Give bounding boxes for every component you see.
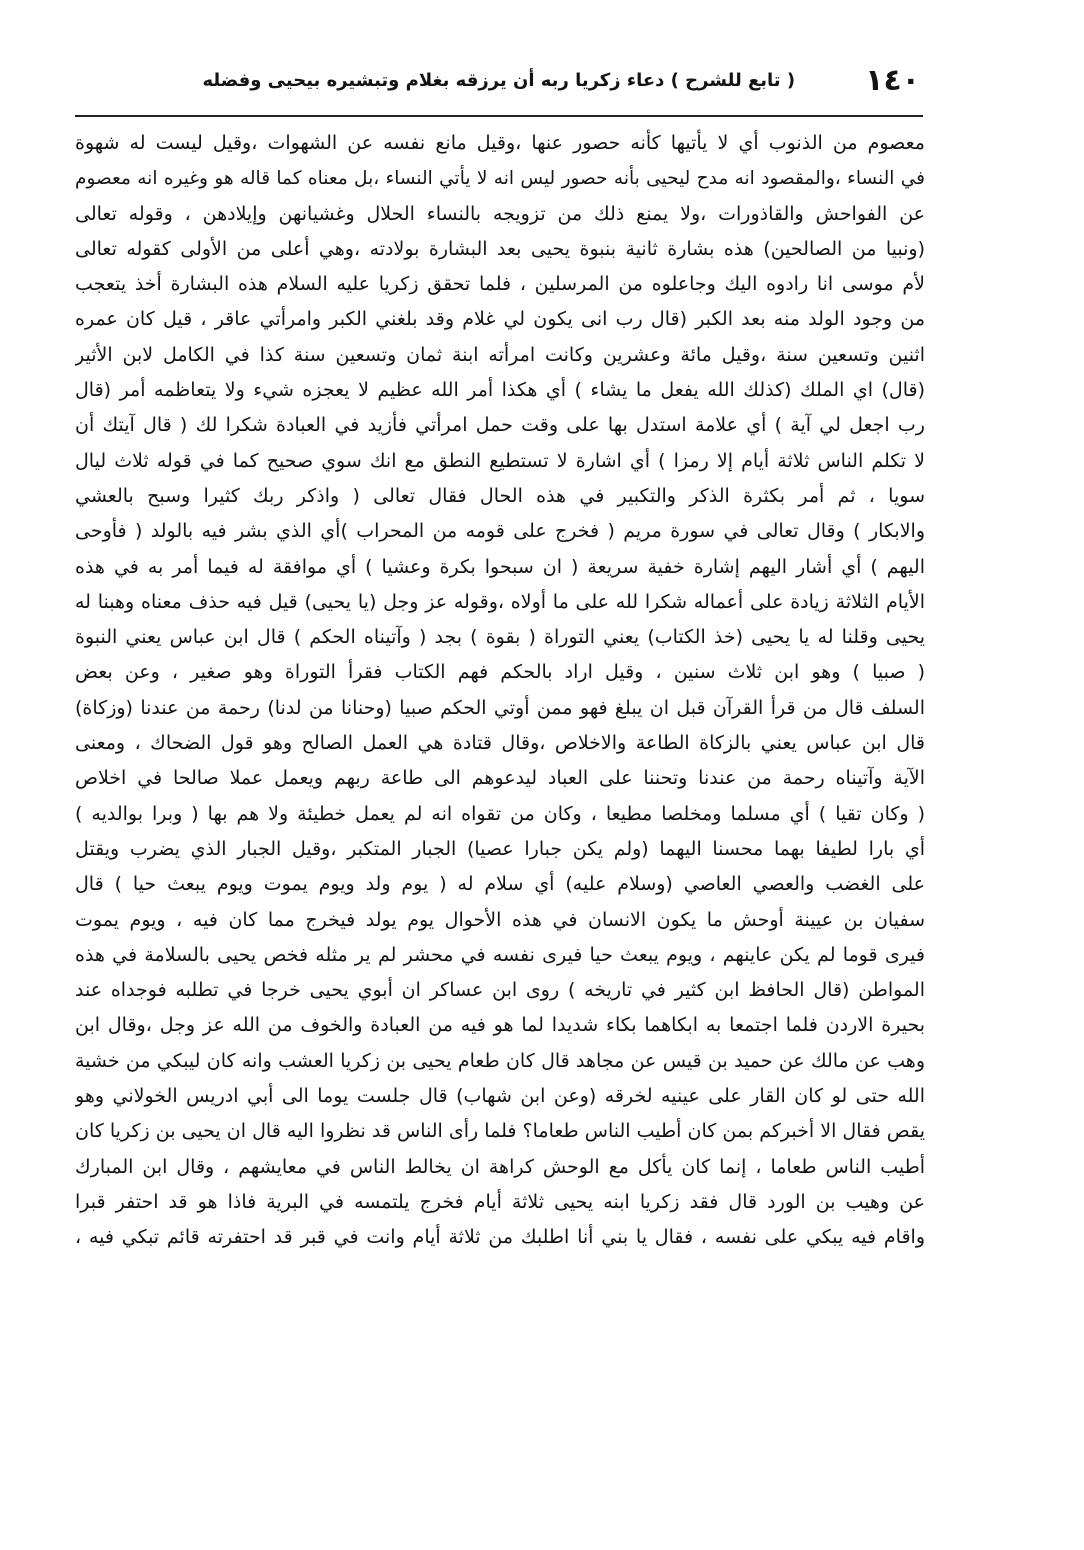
text-line: أطيب الناس طعاما ، إنما كان يأكل مع الوحش كراهة ان يخالط الناس في معايشهم ، وقال ابن المبارك <box>75 1155 925 1178</box>
running-title: ( تابع للشرح ) دعاء زكريا ربه أن يرزقه بغلام وتبشيره بيحيى وفضله <box>202 69 796 91</box>
text-line: يقص فقال الا أخبركم بمن كان أطيب الناس طعاما؟ فلما رأى الناس قد نظروا اليه قال ان يحيى بن زكريا كان <box>75 1120 925 1143</box>
text-line: عن وهيب بن الورد قال فقد زكريا ابنه يحيى ثلاثة أيام فخرج يلتمسه في البرية فاذا هو قد احتفر قبرا <box>75 1190 925 1213</box>
text-line: لا تكلم الناس ثلاثة أيام إلا رمزا ) أي اشارة لا تستطيع النطق مع انك سوي صحيح كما في قوله ثلاث ليال <box>75 449 925 472</box>
text-line: عن الفواحش والقاذورات ،ولا يمنع ذلك من تزويجه بالنساء الحلال وغشيانهن وإيلادهن ، وقوله تعالى <box>75 202 925 225</box>
text-line: على الغضب والعصي العاصي (وسلام عليه) أي سلام له ( يوم ولد ويوم يموت ويوم يبعث حيا ) قال <box>75 873 925 896</box>
text-line: قال ابن عباس يعني بالزكاة الطاعة والاخلاص ،وقال قتادة هي العمل الصالح وهو قول الضحاك ، ومعنى <box>75 732 925 755</box>
text-line: معصوم من الذنوب أي لا يأتيها كأنه حصور عنها ،وقيل مانع نفسه عن الشهوات ،وقيل ليست له شهوة <box>75 132 925 154</box>
body-text <box>75 126 925 1256</box>
text-line: أي بارا لطيفا بهما محسنا اليهما (ولم يكن جبارا عصيا) الجبار المتكبر ،وقيل الجبار الذي يضرب ويقتل <box>75 837 925 860</box>
header-rule <box>75 115 923 117</box>
text-line: والابكار ) وقال تعالى في سورة مريم ( فخرج على قومه من المحراب )أي الذي بشر فيه بالولد ( فأوحى <box>75 520 925 543</box>
text-line: رب اجعل لي آية ) أي علامة استدل بها على وقت حمل امرأتي فأزيد في العبادة شكرا لك ( قال آيتك أن <box>75 414 925 437</box>
text-line: المواطن (قال الحافظ ابن كثير في تاريخه ) روى ابن عساكر ان أبوي يحيى خرجا في تطلبه فوجداه عند <box>75 979 925 1002</box>
text-line: اليهم ) أي أشار اليهم إشارة خفية سريعة ( ان سبحوا بكرة وعشيا ) أي موافقة له فيما أمر به في هذه <box>75 555 925 578</box>
text-line: السلف قال من قرأ القرآن قبل ان يبلغ فهو ممن أوتي الحكم صبيا (وحنانا من لدنا) رحمة من عندنا (وزكاة) <box>75 696 925 719</box>
text-line: ( وكان تقيا ) أي مسلما ومخلصا مطيعا ، وكان من تقواه انه لم يعمل خطيئة ولا هم بها ( وبرا بوالديه ) <box>75 802 925 825</box>
text-line: بحيرة الاردن فلما اجتمعا به ابكاهما بكاء شديدا لما هو فيه من العبادة والخوف من الله عز وجل ،وقال ابن <box>75 1014 925 1037</box>
text-line: الآية وآتيناه رحمة من عندنا وتحننا على العباد ليدعوهم الى طاعة ربهم ويعمل عملا صالحا في اخلاص <box>75 767 925 790</box>
text-line: لأم موسى انا رادوه اليك وجاعلوه من المرسلين ، فلما تحقق زكريا عليه السلام هذه البشارة أخذ يتعجب <box>75 273 925 296</box>
page-number: ١٤٠ <box>865 62 920 98</box>
text-line: فيرى قوما لم يكن عاينهم ، ويوم يبعث حيا فيرى نفسه في محشر لم ير مثله فخص يحيى بالسلامة في هذه <box>75 943 925 966</box>
text-line: في النساء ،والمقصود انه مدح ليحيى بأنه حصور ليس انه لا يأتي النساء ،بل معناه كما قاله هو وغيره انه معصوم <box>75 168 925 190</box>
text-line: اثنين وتسعين سنة ،وقيل مائة وعشرين وكانت امرأته ابنة ثمان وتسعين سنة كذا في الكامل لابن الأثير <box>75 343 925 366</box>
text-line: واقام فيه يبكي على نفسه ، فقال يا بني أنا اطلبك من ثلاثة أيام وانت في قبر قد احتفرته قائم تبكي فيه ، <box>75 1226 925 1249</box>
text-line: سويا ، ثم أمر بكثرة الذكر والتكبير في هذه الحال فقال تعالى ( واذكر ربك كثيرا وسبح بالعشي <box>75 484 925 507</box>
text-line: سفيان بن عيينة أوحش ما يكون الانسان في هذه الأحوال يوم يولد فيخرج مما كان فيه ، ويوم يموت <box>75 908 925 931</box>
page-header <box>140 58 920 102</box>
text-line: الله حتى لو كان القار على عينيه لخرقه (وعن ابن شهاب) قال جلست يوما الى أبي ادريس الخولاني وهو <box>75 1085 925 1108</box>
text-line: (قال) اي الملك (كذلك الله يفعل ما يشاء ) أي هكذا أمر الله عظيم لا يعجزه شيء ولا يتعاظمه أمر (قال <box>75 379 925 402</box>
text-line: ( صبيا ) وهو ابن ثلاث سنين ، وقيل اراد بالحكم فهم الكتاب فقرأ التوراة وهو صغير ، وعن بعض <box>75 661 925 684</box>
text-line: الأيام الثلاثة زيادة على أعماله شكرا لله على ما أولاه ،وقوله عز وجل (يا يحيى) قيل فيه حذف معناه وهبنا له <box>75 590 925 613</box>
text-line: يحيى وقلنا له يا يحيى (خذ الكتاب) يعني التوراة ( بقوة ) بجد ( وآتيناه الحكم ) قال ابن عباس يعني النبوة <box>75 626 925 649</box>
text-line: (ونبيا من الصالحين) هذه بشارة ثانية بنبوة يحيى بعد البشارة بولادته ،وهي أعلى من الأولى كقوله تعالى <box>75 237 925 260</box>
text-line: من وجود الولد منه بعد الكبر (قال رب انى يكون لي غلام وقد بلغني الكبر وامرأتي عاقر ، قيل كان عمره <box>75 308 925 331</box>
text-line: وهب عن مالك عن حميد بن قيس عن مجاهد قال كان طعام يحيى بن زكريا العشب وانه كان ليبكي من خشية <box>75 1049 925 1072</box>
